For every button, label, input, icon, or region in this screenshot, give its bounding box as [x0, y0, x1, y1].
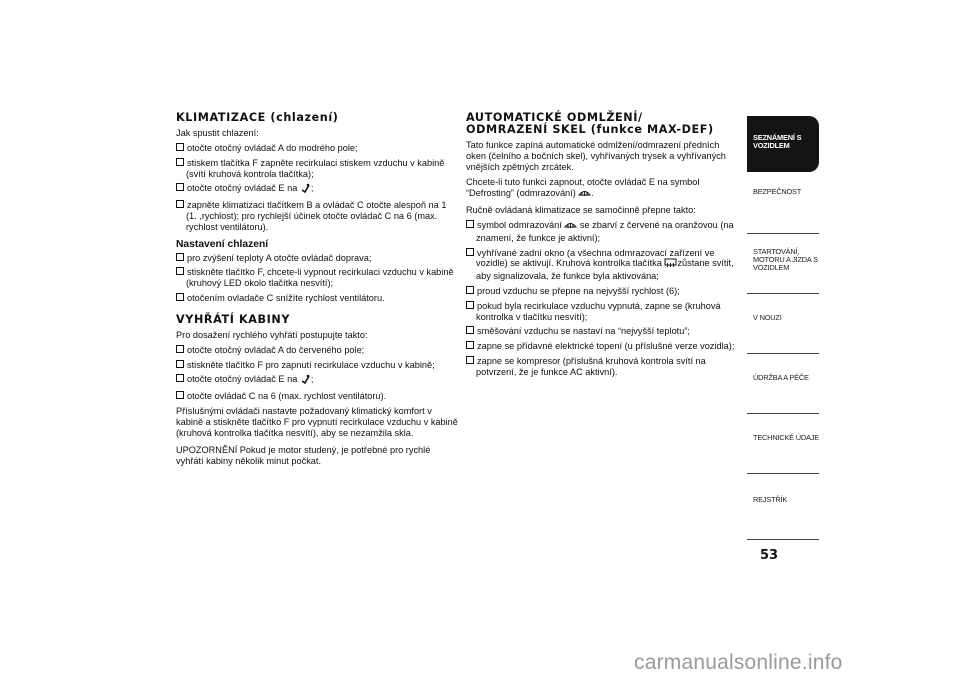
warning-paragraph: UPOZORNĚNÍ Pokud je motor studený, je potřebné pro rychlé vyhřátí kabiny několik minut počkat. — [176, 444, 431, 466]
checkbox-bullet-icon — [466, 326, 474, 334]
checkbox-bullet-icon — [466, 356, 474, 364]
chapter-tabs — [747, 116, 819, 540]
list-item: otočte otočný ovládač E na ; — [176, 183, 458, 196]
paragraph: Ručně ovládaná klimatizace se samočinně přepne takto: — [466, 205, 696, 215]
checkbox-bullet-icon — [466, 286, 474, 294]
airflow-feet-icon — [300, 374, 311, 387]
tab-bezpecnost[interactable]: BEZPEČNOST — [747, 172, 819, 234]
tab-udrzba-a-pece[interactable]: ÚDRŽBA A PÉČE — [747, 354, 819, 414]
checkbox-bullet-icon — [176, 183, 184, 191]
paragraph: Tato funkce zapíná automatické odmlžení/odmrazení předních oken (čelního a bočních skel), vyhřívaných trysek a vyhřívaných vnějších zpětných zrcátek. — [466, 140, 726, 172]
section-title-odmlzeni — [466, 112, 740, 136]
checkbox-bullet-icon — [466, 301, 474, 309]
paragraph: Jak spustit chlazení: — [176, 128, 259, 138]
list-item: zapne se přídavné elektrické topení (u příslušné verze vozidla); — [466, 341, 740, 352]
tab-technicke-udaje[interactable]: TECHNICKÉ ÚDAJE — [747, 414, 819, 474]
checkbox-bullet-icon — [176, 374, 184, 382]
tab-v-nouzi[interactable]: V NOUZI — [747, 294, 819, 354]
list-item: stiskem tlačítka F zapněte recirkulaci stiskem vzduchu v kabině (svítí kruhová kontrola tlačítka); — [176, 158, 458, 180]
list-item: otočte otočný ovládač A do červeného pole; — [176, 345, 458, 356]
paragraph: Chcete-li tuto funkci zapnout, otočte ovládač E na symbol “Defrosting” (odmrazování) . — [466, 177, 740, 201]
right-column — [466, 112, 740, 382]
section-title-vyhrati: VYHŘÁTÍ KABINY — [176, 312, 291, 326]
list-item: pro zvýšení teploty A otočte ovládač doprava; — [176, 253, 458, 264]
checkbox-bullet-icon — [176, 391, 184, 399]
checkbox-bullet-icon — [466, 341, 474, 349]
checkbox-bullet-icon — [176, 143, 184, 151]
checkbox-bullet-icon — [176, 345, 184, 353]
checkbox-bullet-icon — [176, 293, 184, 301]
list-item: směšování vzduchu se nastaví na “nejvyšší teplotu”; — [466, 326, 740, 337]
airflow-feet-icon — [300, 183, 311, 196]
list-item: zapne se kompresor (příslušná kruhová kontrola svítí na potvrzení, že je funkce AC aktivní). — [466, 356, 740, 378]
checkbox-bullet-icon — [466, 220, 474, 228]
list-item: otočte otočný ovládač A do modrého pole; — [176, 143, 458, 154]
list-item: stiskněte tlačítko F pro zapnutí recirkulace vzduchu v kabině; — [176, 360, 458, 371]
section-title-line: AUTOMATICKÉ ODMLŽENÍ/ — [466, 111, 643, 124]
list-item: zapněte klimatizaci tlačítkem B a ovládač C otočte alespoň na 1 (1. ,rychlost); pro rychlejší účinek otočte ovládač C na 6 (max. rychlost ventilátoru). — [176, 200, 458, 232]
subsection-title-nastaveni: Nastavení chlazení — [176, 238, 269, 250]
tab-startovani[interactable]: STARTOVÁNÍ, MOTORU A JÍZDA S VOZIDLEM — [747, 234, 819, 294]
windshield-defrost-icon — [578, 188, 591, 201]
checkbox-bullet-icon — [176, 267, 184, 275]
checkbox-bullet-icon — [466, 248, 474, 256]
list-item: stiskněte tlačítko F, chcete-li vypnout recirkulaci vzduchu v kabině (kruhový LED okolo tlačítka nesvítí); — [176, 267, 458, 289]
rear-window-defrost-icon — [664, 258, 677, 271]
list-item: otočením ovladače C snížíte rychlost ventilátoru. — [176, 293, 458, 304]
page-number: 53 — [760, 548, 779, 563]
section-title-klimatizace: KLIMATIZACE (chlazení) — [176, 111, 339, 124]
list-item: proud vzduchu se přepne na nejvyšší rychlost (6); — [466, 286, 740, 297]
checkbox-bullet-icon — [176, 360, 184, 368]
list-item: vyhřívané zadní okno (a všechna odmrazovací zařízení ve vozidle) se aktivují. Kruhová kontrolka tlačítka zůstane svítit, aby signalizovala, že funkce byla aktivována; — [466, 248, 740, 282]
paragraph: Příslušnými ovládači nastavte požadovaný klimatický komfort v kabině a stiskněte tlačítko F pro vypnutí recirkulace vzduchu v kabině (kruhová kontrolka tlačítka nesvítí), aby se nezamžila skla. — [176, 405, 458, 438]
section-title-line: ODMRAZENÍ SKEL (funkce MAX-DEF) — [466, 123, 714, 136]
watermark: carmanualsonline.info — [634, 651, 843, 674]
list-item: otočte otočný ovládač E na ; — [176, 374, 458, 387]
left-column — [176, 112, 458, 471]
paragraph: Pro dosažení rychlého vyhřátí postupujte takto: — [176, 329, 368, 340]
list-item: otočte ovládač C na 6 (max. rychlost ventilátoru). — [176, 391, 458, 402]
windshield-defrost-icon — [564, 220, 577, 233]
list-item: symbol odmrazování se zbarví z červené na oranžovou (na znamení, že funkce je aktivní); — [466, 220, 740, 244]
list-item: pokud byla recirkulace vzduchu vypnutá, zapne se (kruhová kontrolka v tlačítku nesvítí); — [466, 301, 740, 323]
tab-rejstrik[interactable]: REJSTŘÍK — [747, 474, 819, 540]
checkbox-bullet-icon — [176, 253, 184, 261]
tab-seznameni-s-vozidlem[interactable]: SEZNÁMENÍ S VOZIDLEM — [747, 116, 819, 172]
checkbox-bullet-icon — [176, 200, 184, 208]
checkbox-bullet-icon — [176, 158, 184, 166]
